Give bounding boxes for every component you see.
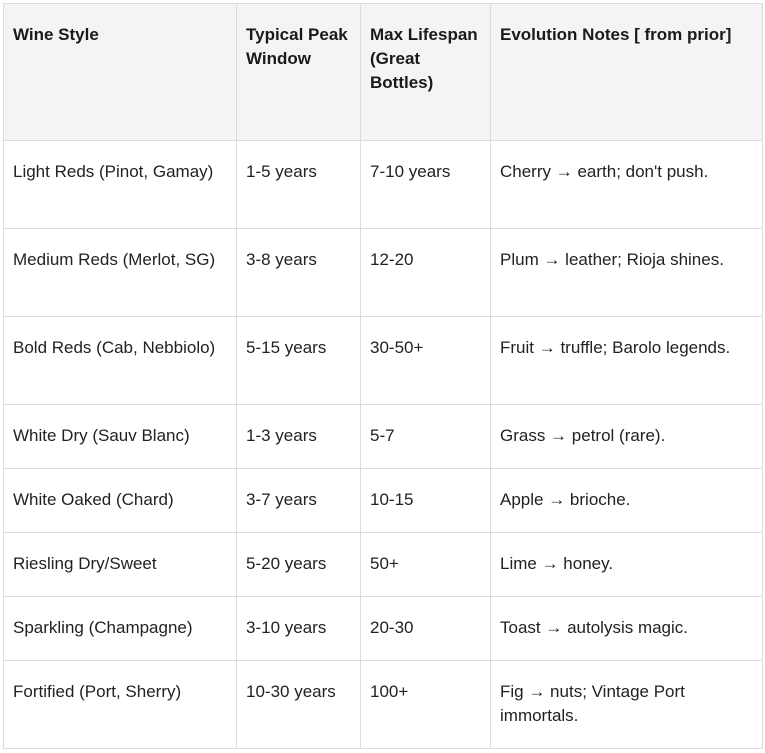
cell-evolution-notes: Fruit → truffle; Barolo legends.: [491, 317, 763, 405]
cell-peak-window: 3-7 years: [237, 469, 361, 533]
cell-peak-window: 5-15 years: [237, 317, 361, 405]
table-row: [4, 317, 763, 405]
cell-wine-style: White Oaked (Chard): [4, 469, 237, 533]
table-row: [4, 229, 763, 317]
cell-evolution-notes: Apple → brioche.: [491, 469, 763, 533]
cell-max-lifespan: 7-10 years: [361, 141, 491, 229]
cell-peak-window: 1-5 years: [237, 141, 361, 229]
cell-wine-style: Medium Reds (Merlot, SG): [4, 229, 237, 317]
table-header-row: [4, 4, 763, 141]
cell-evolution-notes: Lime → honey.: [491, 533, 763, 597]
header-wine-style: Wine Style: [4, 4, 237, 141]
table-row: [4, 405, 763, 469]
cell-evolution-notes: Grass → petrol (rare).: [491, 405, 763, 469]
table-row: [4, 469, 763, 533]
cell-peak-window: 3-8 years: [237, 229, 361, 317]
wine-aging-table-container: [3, 3, 763, 749]
cell-wine-style: Fortified (Port, Sherry): [4, 661, 237, 749]
table-row: [4, 661, 763, 749]
header-typical-peak-window: Typical Peak Window: [237, 4, 361, 141]
cell-evolution-notes: Toast → autolysis magic.: [491, 597, 763, 661]
cell-evolution-notes: Plum → leather; Rioja shines.: [491, 229, 763, 317]
cell-max-lifespan: 12-20: [361, 229, 491, 317]
cell-wine-style: Sparkling (Champagne): [4, 597, 237, 661]
cell-max-lifespan: 50+: [361, 533, 491, 597]
cell-max-lifespan: 30-50+: [361, 317, 491, 405]
cell-peak-window: 10-30 years: [237, 661, 361, 749]
cell-evolution-notes: Fig → nuts; Vintage Port immortals.: [491, 661, 763, 749]
cell-wine-style: White Dry (Sauv Blanc): [4, 405, 237, 469]
cell-peak-window: 1-3 years: [237, 405, 361, 469]
header-max-lifespan: Max Lifespan (Great Bottles): [361, 4, 491, 141]
cell-evolution-notes: Cherry → earth; don't push.: [491, 141, 763, 229]
cell-wine-style: Light Reds (Pinot, Gamay): [4, 141, 237, 229]
cell-peak-window: 3-10 years: [237, 597, 361, 661]
cell-wine-style: Bold Reds (Cab, Nebbiolo): [4, 317, 237, 405]
header-evolution-notes: Evolution Notes [ from prior]: [491, 4, 763, 141]
cell-peak-window: 5-20 years: [237, 533, 361, 597]
wine-aging-table: [3, 3, 763, 749]
cell-wine-style: Riesling Dry/Sweet: [4, 533, 237, 597]
table-row: [4, 533, 763, 597]
cell-max-lifespan: 20-30: [361, 597, 491, 661]
cell-max-lifespan: 5-7: [361, 405, 491, 469]
table-row: [4, 141, 763, 229]
cell-max-lifespan: 100+: [361, 661, 491, 749]
table-row: [4, 597, 763, 661]
cell-max-lifespan: 10-15: [361, 469, 491, 533]
